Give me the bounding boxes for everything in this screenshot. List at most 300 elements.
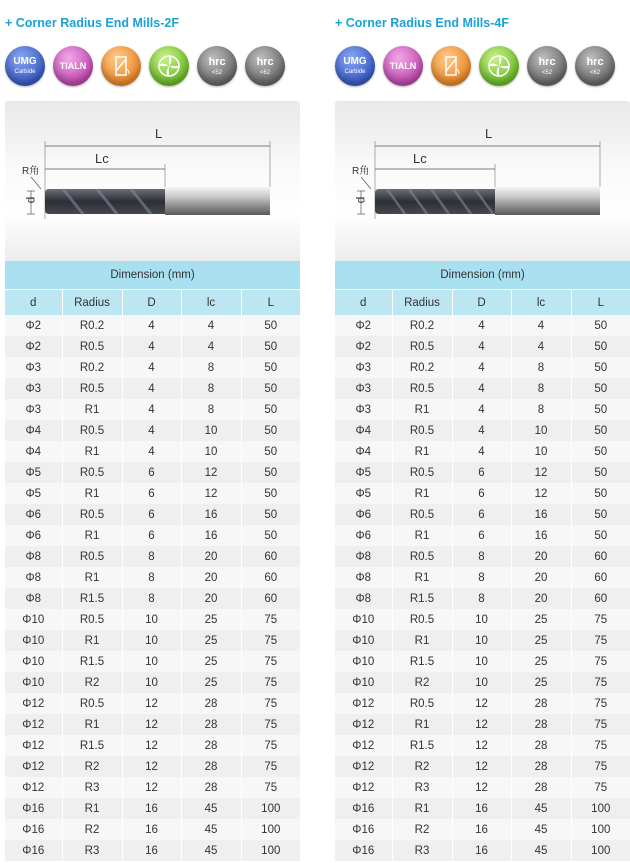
cell-radius: R0.2 <box>392 357 452 378</box>
table-row <box>5 840 300 861</box>
cell-shank-diameter: 10 <box>122 651 181 672</box>
cell-diameter: Φ12 <box>335 777 392 798</box>
table-row <box>335 798 630 819</box>
cell-shank-diameter: 12 <box>122 735 181 756</box>
cell-overall-length: 50 <box>571 462 630 483</box>
cell-radius: R1 <box>392 483 452 504</box>
end-mill-4f-panel <box>335 0 630 861</box>
cell-overall-length: 50 <box>241 336 300 357</box>
cell-overall-length: 60 <box>241 546 300 567</box>
badge-sublabel: <52 <box>541 69 553 76</box>
cell-shank-diameter: 12 <box>452 735 511 756</box>
cell-cut-length: 16 <box>181 525 241 546</box>
cell-radius: R3 <box>62 840 122 861</box>
table-row <box>5 819 300 840</box>
table-row <box>335 588 630 609</box>
column-header-row <box>335 290 630 316</box>
cell-radius: R0.5 <box>392 546 452 567</box>
table-row <box>5 378 300 399</box>
cell-overall-length: 75 <box>571 630 630 651</box>
cell-overall-length: 50 <box>571 315 630 336</box>
cell-diameter: Φ12 <box>5 714 62 735</box>
cell-diameter: Φ10 <box>5 609 62 630</box>
cell-radius: R0.5 <box>62 609 122 630</box>
cell-overall-length: 75 <box>571 609 630 630</box>
cell-cut-length: 8 <box>181 378 241 399</box>
cell-diameter: Φ8 <box>5 567 62 588</box>
cell-shank-diameter: 4 <box>122 336 181 357</box>
cell-radius: R0.5 <box>392 462 452 483</box>
cell-diameter: Φ12 <box>335 693 392 714</box>
cell-diameter: Φ6 <box>5 504 62 525</box>
umg-carbide-icon <box>5 46 45 86</box>
badge-label: hrc <box>208 55 226 68</box>
cell-radius: R1 <box>62 483 122 504</box>
table-body <box>5 315 300 861</box>
cell-overall-length: 60 <box>241 567 300 588</box>
cell-cut-length: 25 <box>511 630 571 651</box>
column-header-lc: lc <box>511 290 571 316</box>
cell-shank-diameter: 6 <box>122 483 181 504</box>
cell-overall-length: 50 <box>571 336 630 357</box>
cell-radius: R1 <box>62 630 122 651</box>
cell-shank-diameter: 10 <box>452 651 511 672</box>
cell-cut-length: 10 <box>181 420 241 441</box>
helix-angle-icon <box>431 46 471 86</box>
tialn-coating-icon <box>53 46 93 86</box>
cell-shank-diameter: 16 <box>122 798 181 819</box>
cell-overall-length: 50 <box>571 483 630 504</box>
table-row <box>5 315 300 336</box>
cell-overall-length: 50 <box>241 525 300 546</box>
cell-cut-length: 25 <box>511 609 571 630</box>
cell-overall-length: 50 <box>571 441 630 462</box>
cell-overall-length: 100 <box>571 840 630 861</box>
badge-sublabel: Carbide <box>344 69 366 75</box>
cell-radius: R0.5 <box>392 336 452 357</box>
column-header-length: L <box>241 290 300 316</box>
cell-overall-length: 75 <box>241 672 300 693</box>
cell-cut-length: 45 <box>181 819 241 840</box>
cell-cut-length: 16 <box>181 504 241 525</box>
cell-shank-diameter: 8 <box>122 588 181 609</box>
cell-overall-length: 75 <box>571 735 630 756</box>
badge-sublabel: <62 <box>259 69 271 76</box>
cell-shank-diameter: 12 <box>122 714 181 735</box>
cell-radius: R1 <box>392 798 452 819</box>
cell-radius: R1.5 <box>62 735 122 756</box>
cell-shank-diameter: 4 <box>452 378 511 399</box>
cell-shank-diameter: 12 <box>452 693 511 714</box>
cell-diameter: Φ6 <box>335 504 392 525</box>
column-header-row <box>5 290 300 316</box>
cell-radius: R0.5 <box>392 609 452 630</box>
cell-overall-length: 75 <box>241 777 300 798</box>
cell-cut-length: 25 <box>511 651 571 672</box>
cell-radius: R0.5 <box>392 693 452 714</box>
cell-radius: R0.2 <box>392 315 452 336</box>
end-mill-diagram <box>335 101 630 261</box>
cell-diameter: Φ5 <box>5 483 62 504</box>
cell-diameter: Φ2 <box>335 336 392 357</box>
cell-shank-diameter: 6 <box>452 483 511 504</box>
feature-badges <box>335 46 630 86</box>
table-row <box>335 462 630 483</box>
cell-cut-length: 28 <box>181 756 241 777</box>
panel-title[interactable]: + Corner Radius End Mills-2F <box>5 16 179 30</box>
table-row <box>5 630 300 651</box>
cell-shank-diameter: 16 <box>452 840 511 861</box>
cell-overall-length: 75 <box>241 735 300 756</box>
cell-overall-length: 50 <box>241 441 300 462</box>
cell-overall-length: 50 <box>241 315 300 336</box>
table-row <box>335 630 630 651</box>
table-row <box>5 777 300 798</box>
cell-shank-diameter: 10 <box>122 672 181 693</box>
cell-overall-length: 50 <box>571 504 630 525</box>
cell-diameter: Φ5 <box>5 462 62 483</box>
cell-radius: R1.5 <box>62 588 122 609</box>
cell-radius: R1.5 <box>392 651 452 672</box>
cell-cut-length: 28 <box>181 714 241 735</box>
cell-cut-length: 10 <box>181 441 241 462</box>
table-row <box>5 462 300 483</box>
badge-label: hrc <box>256 55 274 68</box>
cell-radius: R1 <box>62 441 122 462</box>
end-mill-drawing <box>335 101 630 261</box>
table-row <box>335 546 630 567</box>
cell-overall-length: 100 <box>241 840 300 861</box>
cell-cut-length: 45 <box>181 798 241 819</box>
cell-cut-length: 45 <box>511 798 571 819</box>
cell-diameter: Φ3 <box>5 399 62 420</box>
cell-radius: R0.5 <box>62 462 122 483</box>
cell-cut-length: 20 <box>511 567 571 588</box>
cell-shank-diameter: 6 <box>452 504 511 525</box>
cell-radius: R0.5 <box>62 504 122 525</box>
cell-radius: R1 <box>392 399 452 420</box>
umg-carbide-icon <box>335 46 375 86</box>
cell-shank-diameter: 4 <box>452 399 511 420</box>
table-row <box>335 483 630 504</box>
hrc62-icon <box>245 46 285 86</box>
dimension-table <box>5 261 300 861</box>
cell-overall-length: 60 <box>571 567 630 588</box>
cell-overall-length: 50 <box>241 399 300 420</box>
corner-radius-label: R角 <box>22 166 40 177</box>
cell-diameter: Φ4 <box>335 441 392 462</box>
cell-shank-diameter: 10 <box>452 609 511 630</box>
cell-cut-length: 20 <box>511 546 571 567</box>
feature-badges <box>5 46 300 86</box>
cell-shank-diameter: 8 <box>452 546 511 567</box>
dimension-header: Dimension (mm) <box>335 261 630 290</box>
cell-shank-diameter: 10 <box>122 609 181 630</box>
cell-shank-diameter: 10 <box>452 672 511 693</box>
badge-label: UMG <box>343 56 367 67</box>
cell-cut-length: 45 <box>181 840 241 861</box>
cell-shank-diameter: 12 <box>122 777 181 798</box>
column-header-lc: lc <box>181 290 241 316</box>
cell-diameter: Φ12 <box>5 735 62 756</box>
cell-diameter: Φ3 <box>335 378 392 399</box>
table-row <box>5 756 300 777</box>
table-row <box>5 798 300 819</box>
cell-radius: R1 <box>62 399 122 420</box>
column-header-radius: Radius <box>392 290 452 316</box>
end-mill-2f-panel <box>5 0 300 861</box>
cell-cut-length: 28 <box>181 777 241 798</box>
cell-diameter: Φ2 <box>5 315 62 336</box>
cell-cut-length: 28 <box>181 735 241 756</box>
cell-shank-diameter: 4 <box>452 315 511 336</box>
cell-shank-diameter: 8 <box>122 546 181 567</box>
cell-radius: R1 <box>62 525 122 546</box>
cell-radius: R0.5 <box>392 504 452 525</box>
cell-overall-length: 100 <box>241 798 300 819</box>
cell-diameter: Φ12 <box>335 756 392 777</box>
cell-overall-length: 50 <box>241 420 300 441</box>
table-row <box>5 609 300 630</box>
cell-shank-diameter: 4 <box>122 378 181 399</box>
badge-label: hrc <box>586 55 604 68</box>
cell-overall-length: 50 <box>241 504 300 525</box>
table-row <box>335 336 630 357</box>
cell-overall-length: 50 <box>571 420 630 441</box>
cell-radius: R0.5 <box>62 336 122 357</box>
cell-radius: R0.5 <box>62 693 122 714</box>
cell-cut-length: 28 <box>511 735 571 756</box>
table-row <box>5 441 300 462</box>
badge-label: UMG <box>13 56 37 67</box>
cell-diameter: Φ6 <box>335 525 392 546</box>
table-row <box>5 714 300 735</box>
table-row <box>5 483 300 504</box>
cell-diameter: Φ10 <box>335 609 392 630</box>
cell-diameter: Φ12 <box>5 756 62 777</box>
cell-overall-length: 50 <box>241 462 300 483</box>
table-row <box>5 672 300 693</box>
cell-cut-length: 20 <box>181 567 241 588</box>
cell-cut-length: 4 <box>511 336 571 357</box>
table-row <box>5 399 300 420</box>
badge-label: hrc <box>538 55 556 68</box>
cell-cut-length: 20 <box>181 546 241 567</box>
cell-diameter: Φ8 <box>5 546 62 567</box>
cell-cut-length: 45 <box>511 840 571 861</box>
cell-cut-length: 20 <box>181 588 241 609</box>
cell-diameter: Φ10 <box>335 630 392 651</box>
cell-diameter: Φ16 <box>335 840 392 861</box>
cell-cut-length: 25 <box>181 630 241 651</box>
cell-diameter: Φ3 <box>335 399 392 420</box>
diameter-label: d <box>23 196 38 204</box>
cell-radius: R0.5 <box>62 378 122 399</box>
table-row <box>5 546 300 567</box>
table-row <box>5 588 300 609</box>
cell-overall-length: 60 <box>241 588 300 609</box>
cell-overall-length: 50 <box>241 357 300 378</box>
cell-diameter: Φ10 <box>5 651 62 672</box>
table-body <box>335 315 630 861</box>
cell-radius: R1 <box>392 525 452 546</box>
cell-overall-length: 75 <box>241 693 300 714</box>
cell-diameter: Φ5 <box>335 462 392 483</box>
cell-overall-length: 60 <box>571 588 630 609</box>
cell-shank-diameter: 12 <box>122 756 181 777</box>
overall-length-label: L <box>485 126 493 141</box>
corner-radius-label: R角 <box>352 166 370 177</box>
cell-cut-length: 12 <box>511 483 571 504</box>
cell-radius: R0.2 <box>62 357 122 378</box>
cell-cut-length: 12 <box>511 462 571 483</box>
cell-radius: R2 <box>62 756 122 777</box>
cell-overall-length: 75 <box>571 693 630 714</box>
dimension-header: Dimension (mm) <box>5 261 300 290</box>
cell-radius: R2 <box>392 756 452 777</box>
cell-cut-length: 28 <box>181 693 241 714</box>
cell-radius: R2 <box>62 672 122 693</box>
cell-cut-length: 28 <box>511 693 571 714</box>
cell-diameter: Φ8 <box>335 567 392 588</box>
table-row <box>335 315 630 336</box>
cell-shank-diameter: 6 <box>122 504 181 525</box>
cell-shank-diameter: 4 <box>452 357 511 378</box>
cell-cut-length: 8 <box>181 357 241 378</box>
table-row <box>335 714 630 735</box>
cell-radius: R1.5 <box>62 651 122 672</box>
cell-overall-length: 50 <box>571 357 630 378</box>
cell-diameter: Φ4 <box>5 441 62 462</box>
cell-radius: R3 <box>392 777 452 798</box>
cell-overall-length: 75 <box>571 777 630 798</box>
cell-overall-length: 100 <box>571 819 630 840</box>
table-row <box>5 525 300 546</box>
cell-diameter: Φ12 <box>335 735 392 756</box>
cell-radius: R1 <box>62 798 122 819</box>
table-row <box>335 420 630 441</box>
cell-diameter: Φ10 <box>335 672 392 693</box>
table-row <box>5 336 300 357</box>
badge-sublabel: <62 <box>589 69 601 76</box>
cell-shank-diameter: 4 <box>452 420 511 441</box>
diameter-label: d <box>353 196 368 204</box>
table-row <box>335 777 630 798</box>
cell-cut-length: 8 <box>181 399 241 420</box>
cell-diameter: Φ16 <box>335 819 392 840</box>
cell-radius: R0.5 <box>392 378 452 399</box>
cell-shank-diameter: 10 <box>452 630 511 651</box>
cell-shank-diameter: 6 <box>452 462 511 483</box>
cell-radius: R3 <box>62 777 122 798</box>
table-row <box>335 378 630 399</box>
cut-length-label: Lc <box>95 151 109 166</box>
table-row <box>5 504 300 525</box>
cell-cut-length: 4 <box>511 315 571 336</box>
hrc62-icon <box>575 46 615 86</box>
cell-cut-length: 4 <box>181 315 241 336</box>
cell-diameter: Φ16 <box>5 819 62 840</box>
table-row <box>335 504 630 525</box>
table-row <box>5 651 300 672</box>
flute-icon <box>149 46 189 86</box>
cell-shank-diameter: 12 <box>452 756 511 777</box>
badge-sublabel: <52 <box>211 69 223 76</box>
column-header-length: L <box>571 290 630 316</box>
dimension-table <box>335 261 630 861</box>
cell-cut-length: 25 <box>181 651 241 672</box>
cell-diameter: Φ16 <box>335 798 392 819</box>
cell-cut-length: 28 <box>511 756 571 777</box>
cell-cut-length: 28 <box>511 777 571 798</box>
cell-shank-diameter: 4 <box>452 441 511 462</box>
cell-overall-length: 75 <box>571 651 630 672</box>
cell-overall-length: 75 <box>241 756 300 777</box>
cell-overall-length: 50 <box>241 483 300 504</box>
table-row <box>335 441 630 462</box>
cell-diameter: Φ16 <box>5 840 62 861</box>
table-row <box>335 357 630 378</box>
cell-overall-length: 50 <box>571 525 630 546</box>
cell-shank-diameter: 12 <box>452 777 511 798</box>
cell-radius: R1 <box>62 567 122 588</box>
table-row <box>335 756 630 777</box>
table-row <box>335 651 630 672</box>
cell-cut-length: 12 <box>181 483 241 504</box>
column-header-radius: Radius <box>62 290 122 316</box>
cell-radius: R1.5 <box>392 735 452 756</box>
cell-diameter: Φ10 <box>5 630 62 651</box>
tialn-coating-icon <box>383 46 423 86</box>
table-row <box>335 672 630 693</box>
cell-diameter: Φ12 <box>335 714 392 735</box>
hrc52-icon <box>527 46 567 86</box>
cell-diameter: Φ2 <box>335 315 392 336</box>
cell-diameter: Φ8 <box>5 588 62 609</box>
cell-shank-diameter: 8 <box>452 567 511 588</box>
cell-shank-diameter: 16 <box>452 798 511 819</box>
badge-sublabel: Carbide <box>14 69 36 75</box>
cell-radius: R2 <box>392 672 452 693</box>
cell-overall-length: 50 <box>571 399 630 420</box>
helix-angle-icon <box>101 46 141 86</box>
cell-overall-length: 75 <box>241 714 300 735</box>
cell-cut-length: 8 <box>511 399 571 420</box>
cell-diameter: Φ8 <box>335 546 392 567</box>
table-row <box>5 420 300 441</box>
cell-shank-diameter: 12 <box>452 714 511 735</box>
table-row <box>5 735 300 756</box>
cell-shank-diameter: 4 <box>122 441 181 462</box>
cell-radius: R0.5 <box>392 420 452 441</box>
panel-title[interactable]: + Corner Radius End Mills-4F <box>335 16 509 30</box>
cell-radius: R1 <box>392 714 452 735</box>
cell-cut-length: 4 <box>181 336 241 357</box>
cell-diameter: Φ6 <box>5 525 62 546</box>
cell-radius: R1 <box>392 567 452 588</box>
table-row <box>335 399 630 420</box>
cell-cut-length: 25 <box>181 609 241 630</box>
end-mill-drawing <box>5 101 300 261</box>
cell-cut-length: 25 <box>511 672 571 693</box>
column-header-shank-d: D <box>122 290 181 316</box>
cell-shank-diameter: 8 <box>122 567 181 588</box>
badge-label: TIALN <box>389 60 417 71</box>
cell-radius: R0.5 <box>62 420 122 441</box>
cell-overall-length: 100 <box>571 798 630 819</box>
cut-length-label: Lc <box>413 151 427 166</box>
cell-cut-length: 10 <box>511 420 571 441</box>
